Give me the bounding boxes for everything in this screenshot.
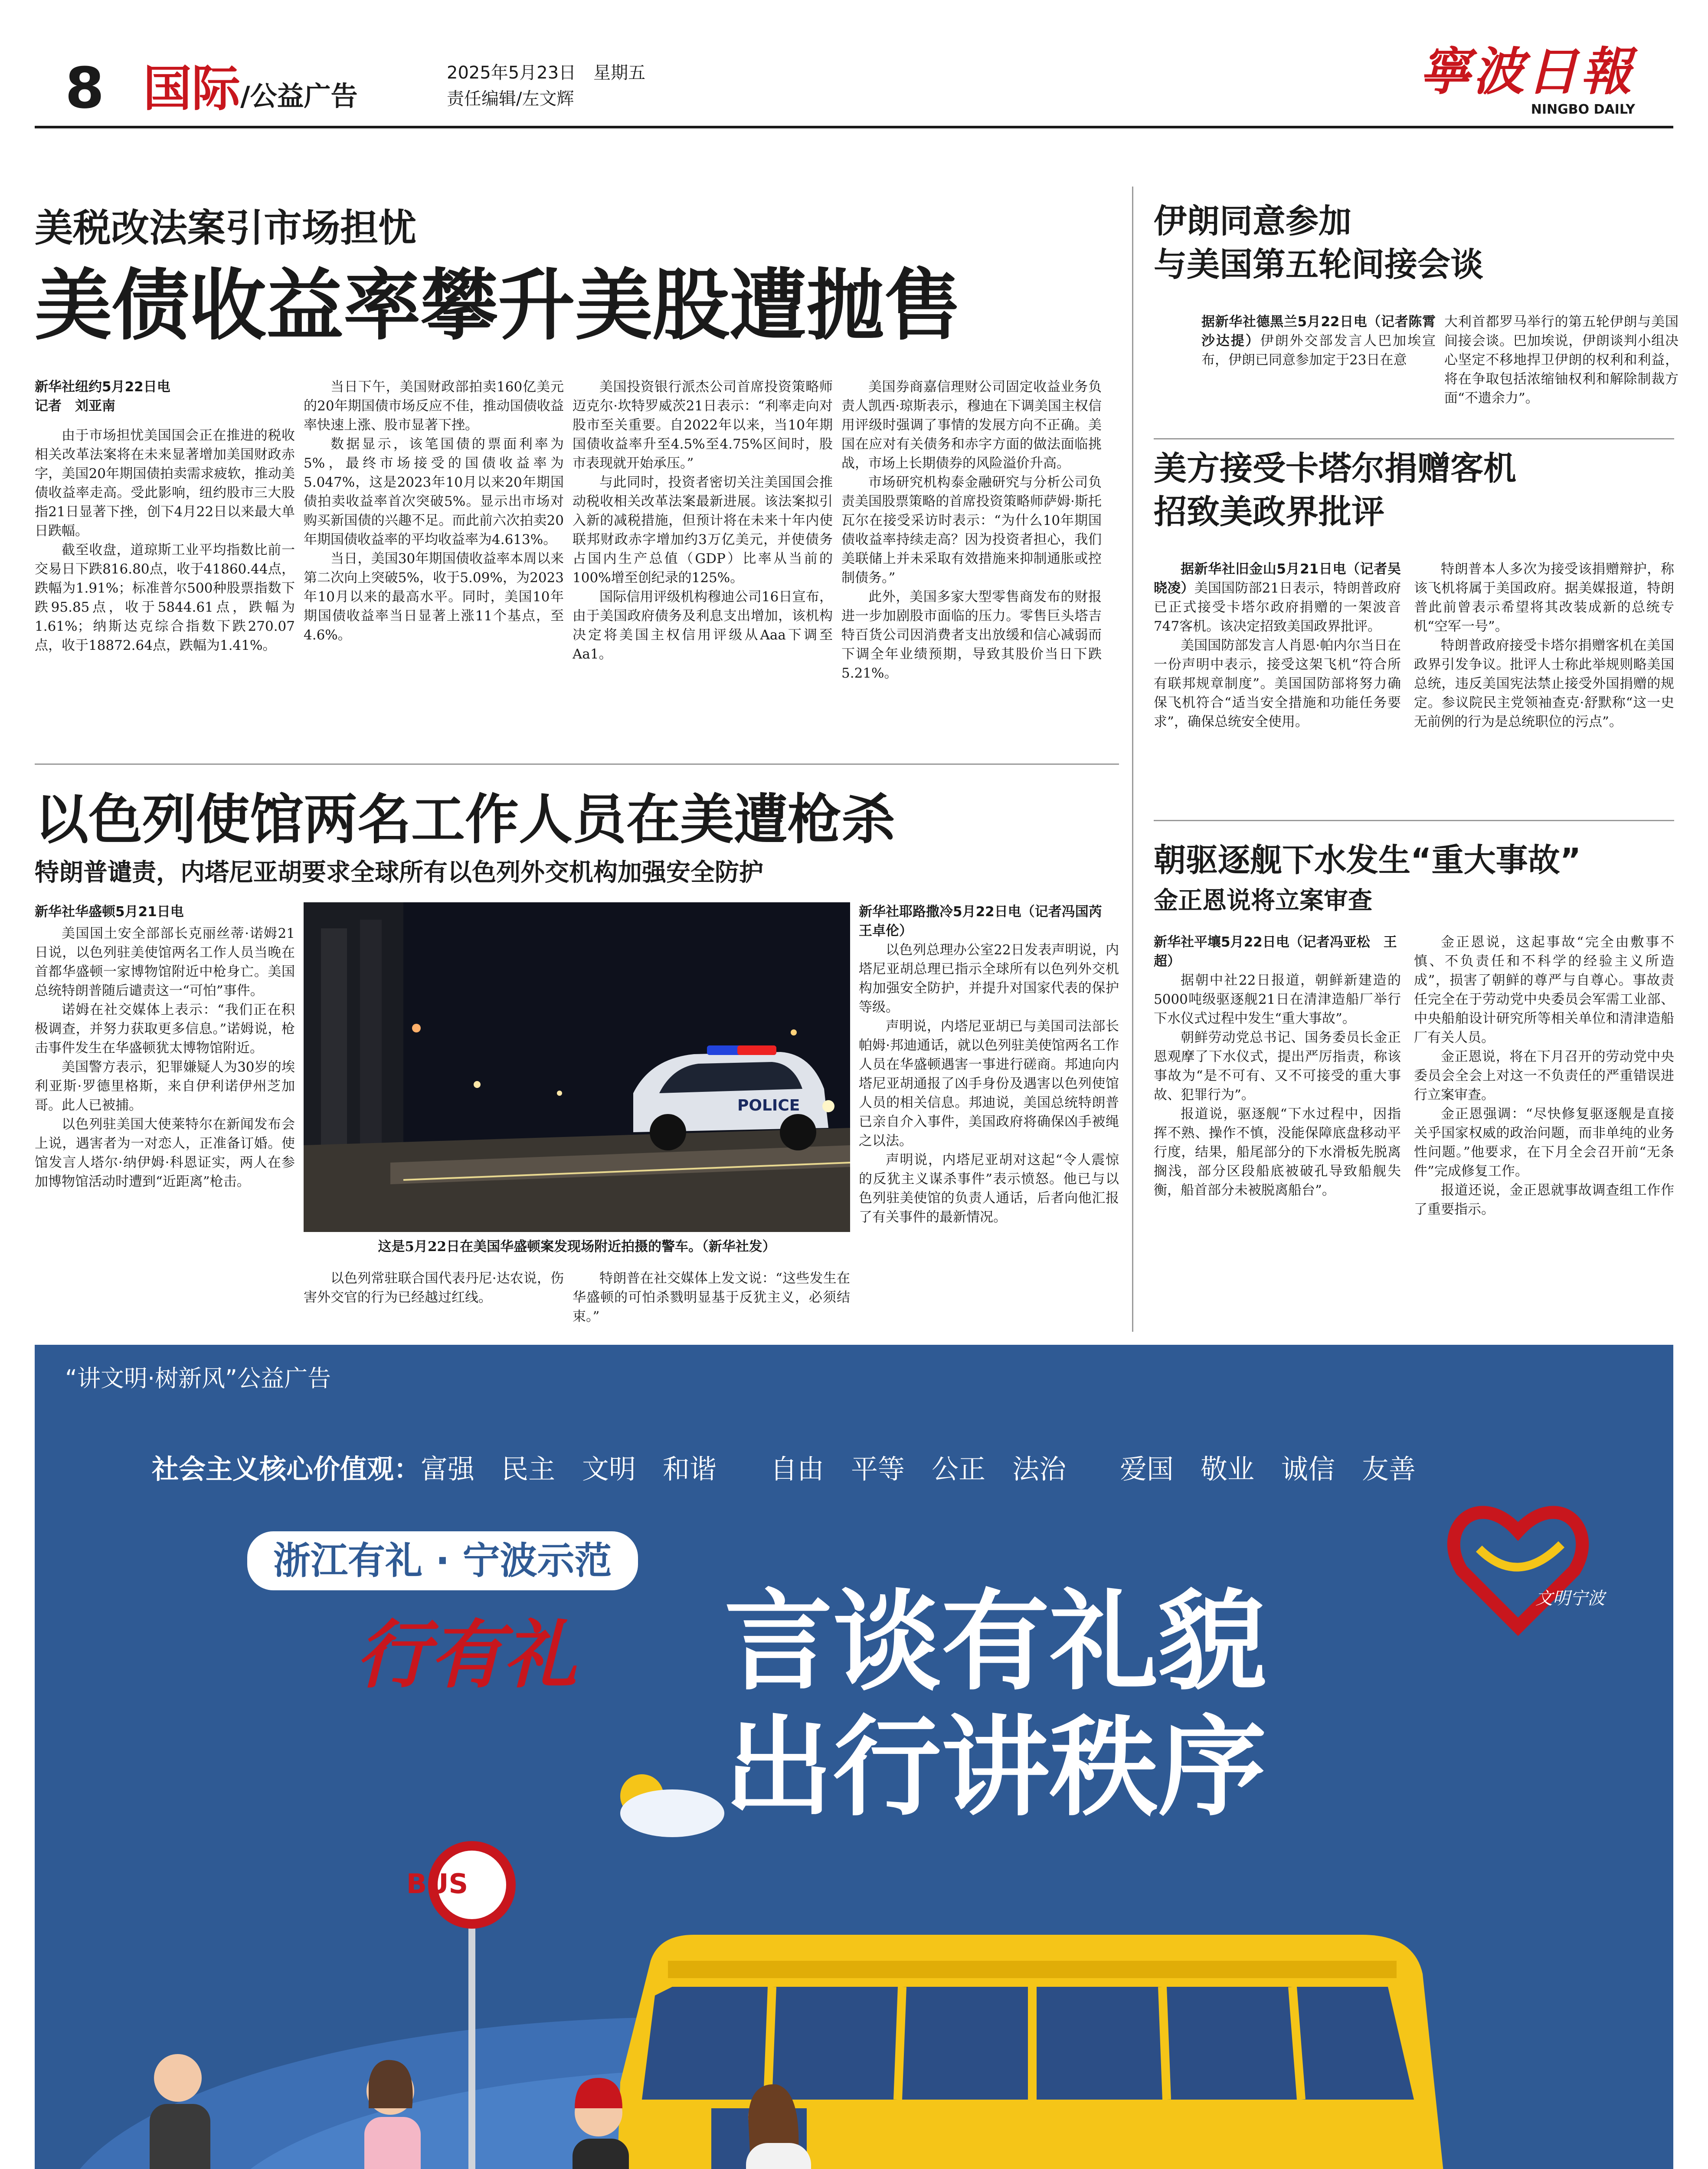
article4-col-2 [1414,560,1674,811]
article2-para: 以色列驻美国大使莱特尔在新闻发布会上说，遇害者为一对恋人，正准备订婚。使馆发言人塔尔·纳伊姆·科恩证实，两人在参加博物馆活动时遭到“近距离”枪击。 [35,1117,295,1189]
police-car-scene [304,902,850,1232]
article1-col-1 [35,377,295,733]
article4-para: 特朗普本人多次为接受该捐赠辩护，称该飞机将属于美国政府。据美媒报道，特朗普此前曾表示希望将其改装成新的总统专机“空军一号”。 [1414,561,1674,634]
masthead-rule [35,126,1673,128]
core-values-label: 社会主义核心价值观： [152,1453,421,1485]
article1-byline: 新华社纽约5月22日电 [35,379,170,395]
article3-bottom-rule [1154,438,1674,439]
article2-para: 以色列常驻联合国代表丹尼·达农说，伤害外交官的行为已经越过红线。 [304,1271,564,1305]
article2-para: 诺姆在社交媒体上表示：“我们正在积极调查，并努力获取更多信息。”诺姆说，枪击事件发生在华盛顿犹太博物馆附近。 [35,1002,295,1056]
paper-name-cn: 寧波日報 [1419,41,1634,102]
article4-para [1154,560,1401,636]
page-number: 8 [65,55,105,121]
article1-para: 由于市场担忧美国国会正在推进的税收相关改革法案将在未来显著增加美国财政赤字，美国20年期国债拍卖需求疲软，推动美债收益率走高。受此影响，纽约股市三大股指21日显著下挫，创下4月22日以来最大单日跌幅。 [35,428,295,539]
article2-para: 美国国土安全部部长克丽丝蒂·诺姆21日说，以色列驻美使馆两名工作人员当晚在首都华盛顿一家博物馆附近中枪身亡。美国总统特朗普随后谴责这一“可怕”事件。 [35,926,295,999]
article5-para: 报道还说，金正恩就事故调查组工作作了重要指示。 [1414,1183,1674,1217]
article1-headline: 美债收益率攀升美股遭抛售 [35,261,961,351]
article1-para: 国际信用评级机构穆迪公司16日宣布，由于美国政府债务及利息支出增加，该机构决定将美国主权信用评级从Aaa下调至Aa1。 [573,589,833,662]
article4-para: 特朗普政府接受卡塔尔捐赠客机在美国政界引发争议。批评人士称此举规则略美国总统，违反美国宪法禁止接受外国捐赠的规定。参议院民主党领袖查克·舒默称“这一史无前例的行为是总统职位的污点”。 [1414,638,1674,730]
civilization-logo [1454,1512,1582,1627]
article1-para: 与此同时，投资者密切关注美国国会推动税收相关改革法案最新进展。该法案拟引入新的减税措施，但预计将在未来十年内使联邦财政赤字增加约3万亿美元，并使债务占国内生产总值（GDP）比率从当前的100%增至创纪录的125%。 [573,475,833,586]
article5-para: 报道说，驱逐舰“下水过程中，因指挥不熟、操作不慎，没能保障底盘移动平行度，结果，船尾部分的下水滑板先脱离搁浅，部分区段船底被破孔导致船舰失衡，船首部分未被脱离船台”。 [1154,1106,1401,1198]
article2-col-3 [573,1269,850,1334]
article3-lead: 据新华社德黑兰5月22日电（记者陈霄 沙达提） [1201,314,1436,349]
article3-para [1201,312,1436,370]
article3-headline-line2: 与美国第五轮间接会谈 [1154,245,1483,284]
ad-brush-text: 行有礼 [356,1612,577,1698]
bus-illustration [616,1935,1449,2169]
article3-headline [1154,200,1483,286]
article4-headline-line2: 招致美政界批评 [1154,492,1384,531]
ad-slogan-line2: 出行讲秩序 [724,1704,1266,1831]
ad-slogan-line1: 言谈有礼貌 [724,1579,1266,1705]
article5-para: 金正恩强调：“尽快修复驱逐舰是直接关乎国家权威的政治问题，而非单纯的业务性问题。”他要求，在下月全会召开前“无条件”完成修复工作。 [1414,1106,1674,1179]
article5-headline: 朝驱逐舰下水发生“重大事故” [1154,842,1581,879]
photo-caption: 这是5月22日在美国华盛顿案发现场附近拍摄的警车。（新华社发） [378,1239,776,1255]
article5-para: 金正恩说，这起事故“完全由敷事不慎、不负责任和不科学的经验主义所造成”，损害了朝鲜的尊严与自尊心。事故责任完全在于劳动党中央委员会军需工业部、中央船舶设计研究所等相关单位和清津造船厂有关人员。 [1414,934,1674,1045]
article5-col-2 [1414,933,1674,1336]
main-column-divider [1132,187,1133,1332]
article3-col-1 [1201,312,1436,429]
police-car-photo [304,902,850,1232]
ad-main-slogan [724,1579,1266,1831]
article4-col-1 [1154,560,1401,811]
article1-bottom-rule [35,763,1119,765]
article5-para: 朝鲜劳动党总书记、国务委员长金正恩观摩了下水仪式，提出严厉指责，称该事故为“是不可有、又不可接受的重大事故、犯罪行为”。 [1154,1030,1401,1103]
article2-para: 特朗普在社交媒体上发文说：“这些发生在华盛顿的可怕杀戮明显基于反犹主义，必须结束。” [573,1271,850,1324]
ad-tag: “讲文明·树新风”公益广告 [65,1365,331,1392]
article2-subhead: 特朗普谴责，内塔尼亚胡要求全球所有以色列外交机构加强安全防护 [35,858,763,887]
article4-para: 美国国防部发言人肖恩·帕内尔当日在一份声明中表示，接受这架飞机“符合所有联邦规章制度”。美国国防部将努力确保飞机符合“适当安全措施和功能任务要求”，确保总统安全使用。 [1154,638,1401,730]
article3-headline-line1: 伊朗同意参加 [1154,202,1351,240]
ad-ribbon: 浙江有礼 · 宁波示范 [247,1531,638,1590]
article4-headline-line1: 美方接受卡塔尔捐赠客机 [1154,449,1516,488]
article4-bottom-rule [1154,820,1674,821]
issue-date: 2025年5月23日 星期五 [447,63,646,83]
article5-para: 金正恩说，将在下月召开的劳动党中央委员会全会上对这一不负责任的严重错误进行立案审查。 [1414,1049,1674,1103]
section-title [143,59,358,127]
public-service-ad [35,1345,1673,2169]
article1-para: 当日，美国30年期国债收益率本周以来第二次向上突破5%，收于5.09%，为2023年10月以来的最高水平。同时，美国10年期国债收益率当日显著上涨11个基点，至4.6%。 [304,551,564,643]
article2-para: 以色列总理办公室22日发表声明说，内塔尼亚胡总理已指示全球所有以色列外交机构加强安全防护，并提升对国家代表的保护等级。 [859,942,1119,1015]
article1-kicker: 美税改法案引市场担忧 [35,205,417,250]
article5-lead: 新华社平壤5月22日电（记者冯亚松 王超） [1154,934,1397,969]
article2-byline: 新华社华盛顿5月21日电 [35,904,184,920]
article5-col-1 [1154,933,1401,1336]
article1-para: 美国券商嘉信理财公司固定收益业务负责人凯西·琼斯表示，穆迪在下调美国主权信用评级时强调了事情的发展方向不正确。美国在应对有关债务和赤字方面的做法面临挑战，市场上长期债券的风险溢价升高。 [841,379,1102,471]
article4-headline [1154,447,1516,534]
police-lettering: POLICE [737,1097,800,1114]
article4-lead: 据新华社旧金山5月21日电（记者吴晓凌） [1154,561,1401,596]
article1-reporter: 记者 刘亚南 [35,398,115,414]
paper-logo [1405,41,1648,118]
article2-para: 声明说，内塔尼亚胡对这起“令人震惊的反犹主义谋杀事件”表示愤怒。他已与以色列驻美使馆的负责人通话，后者向他汇报了有关事件的最新情况。 [859,1152,1119,1225]
core-values [152,1451,1416,1488]
article2-para: 声明说，内塔尼亚胡已与美国司法部长帕姆·邦迪通话，就以色列驻美使馆两名工作人员在华盛顿遇害一事进行磋商。邦迪向内塔尼亚胡通报了凶手身份及遇害以色列使馆人员的相关信息。邦迪说，美国总统特朗普已亲自介入事件，美国政府将确保凶手被绳之以法。 [859,1019,1119,1149]
article2-col-4 [859,902,1119,1336]
civilization-logo-text: 文明宁波 [1535,1589,1605,1609]
article1-col-2 [304,377,564,733]
article2-byline-right: 新华社耶路撒冷5月22日电（记者冯国芮 王卓伦） [859,904,1116,939]
article1-para: 数据显示，该笔国债的票面利率为5%，最终市场接受的国债收益率为5.047%，这是2023年10月以来20年期国债拍卖收益率首次突破5%。显示出市场对购买新国债的兴趣不足。而此前六次拍卖20年期国债收益率的平均收益率为4.613%。 [304,436,564,547]
section-name: 国际 [143,61,240,117]
article5-para: 据朝中社22日报道，朝鲜新建造的5000吨级驱逐舰21日在清津造船厂举行下水仪式过程中发生“重大事故”。 [1154,973,1401,1026]
core-values-list: 富强 民主 文明 和谐 自由 平等 公正 法治 爱国 敬业 诚信 友善 [421,1453,1416,1485]
article1-para: 市场研究机构泰金融研究与分析公司负责美国股票策略的首席投资策略师萨姆·斯托瓦尔在接受采访时表示：“为什么10年期国债收益率持续走高？因为投资者担心，我们美联储上并未采取有效措施来抑制通胀或控制债务。” [841,475,1102,586]
article1-col-3 [573,377,833,733]
article1-para: 美国投资银行派杰公司首席投资策略师迈克尔·坎特罗威茨21日表示：“利率走向对股市至关重要。自2022年以来，当10年期国债收益率升至4.5%至4.75%区间时，股市表现就开始承压。” [573,379,833,471]
article5-subhead: 金正恩说将立案审查 [1154,886,1372,915]
article2-para: 美国警方表示，犯罪嫌疑人为30岁的埃利亚斯·罗德里格斯，来自伊利诺伊州芝加哥。此人已被捕。 [35,1059,295,1113]
editor-credit: 责任编辑/左文辉 [447,89,574,109]
article4-text: 美国国防部21日表示，特朗普政府已正式接受卡塔尔政府捐赠的一架波音747客机。该决定招致美国政界批评。 [1154,580,1401,634]
article1-para: 当日下午，美国财政部拍卖160亿美元的20年期国债市场反应不佳，推动国债收益率快速上涨、股市显著下挫。 [304,379,564,433]
article3-text: 伊朗外交部发言人巴加埃宣布，伊朗已同意参加定于23日在意 [1201,333,1436,368]
article3-para: 大利首都罗马举行的第五轮伊朗与美国间接会谈。巴加埃说，伊朗谈判小组决心坚定不移地捍卫伊朗的权利和利益，将在争取包括浓缩铀权利和解除制裁方面“不遗余力”。 [1444,314,1679,406]
bus-sign: BUS [406,1868,468,1900]
paper-name-en: NINGBO DAILY [1531,102,1635,117]
article2-col-2 [304,1269,564,1334]
article2-headline: 以色列使馆两名工作人员在美遭枪杀 [35,789,896,851]
article1-col-4 [841,377,1102,733]
subsection-name: /公益广告 [240,80,358,112]
article2-col-1 [35,902,295,1336]
article1-para: 此外，美国多家大型零售商发布的财报进一步加剧股市面临的压力。零售巨头塔吉特百货公司因消费者支出放缓和信心减弱而下调全年业绩预期，导致其股价当日下跌5.21%。 [841,589,1102,681]
article3-col-2 [1444,312,1679,429]
article1-para: 截至收盘，道琼斯工业平均指数比前一交易日下跌816.80点，收于41860.44点，跌幅为1.91%；标准普尔500种股票指数下跌95.85点，收于5844.61点，跌幅为1.61%；纳斯达克综合指数下跌270.07点，收于18872.64点，跌幅为1.41%。 [35,542,295,653]
